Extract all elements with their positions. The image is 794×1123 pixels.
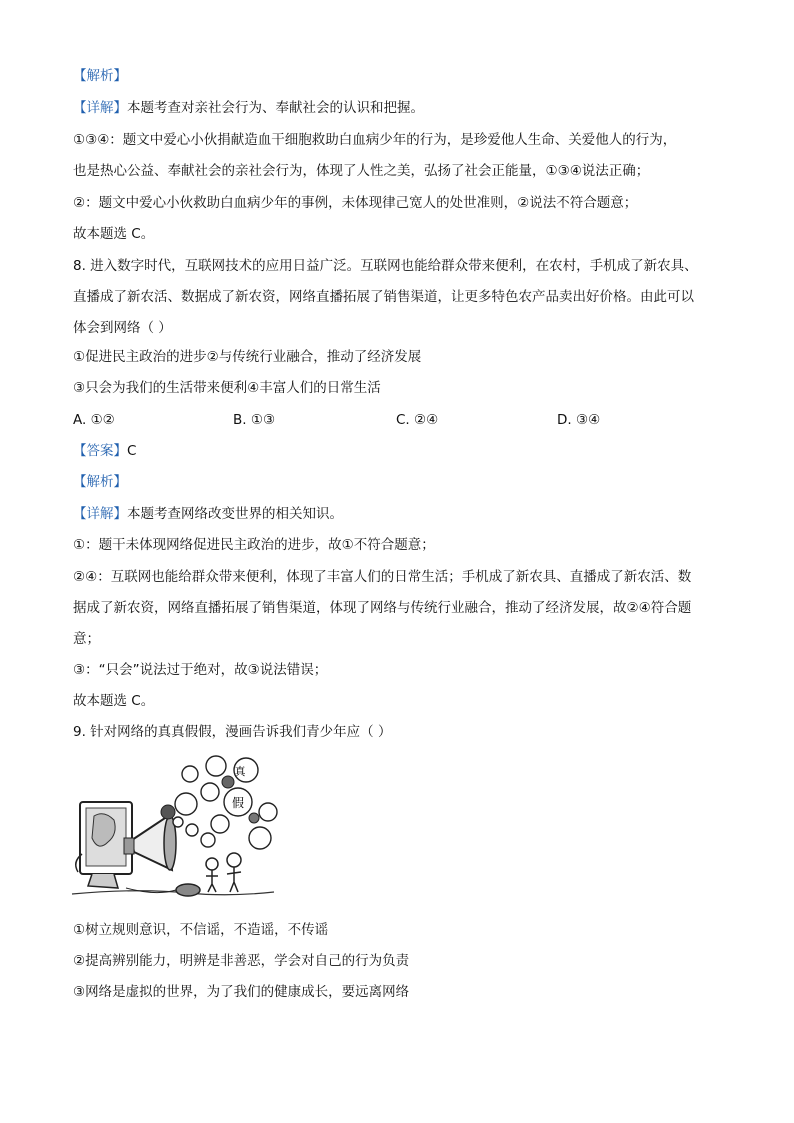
q7-detail-text: 本题考查对亲社会行为、奉献社会的认识和把握。	[127, 100, 424, 116]
q8-option-d: D. ③④	[557, 412, 601, 428]
q8-detail-text: 本题考查网络改变世界的相关知识。	[127, 506, 343, 522]
q8-statement-line2: ③只会为我们的生活带来便利④丰富人们的日常生活	[73, 380, 381, 396]
q8-stem-line3: 体会到网络（ ）	[73, 320, 172, 336]
cartoon-bubble-false: 假	[231, 796, 245, 810]
q8-answer	[73, 441, 136, 461]
q9-statement-2: ②提高辨别能力，明辨是非善恶，学会对自己的行为负责	[73, 953, 410, 969]
q9-statement-3: ③网络是虚拟的世界，为了我们的健康成长，要远离网络	[73, 984, 410, 1000]
q7-point1-line2: 也是热心公益、奉献社会的亲社会行为，体现了人性之美，弘扬了社会正能量，①③④说法正确；	[73, 163, 650, 179]
q9-statement-1: ①树立规则意识，不信谣，不造谣，不传谣	[73, 922, 329, 938]
q8-analysis-point2-line2: 据成了新农资，网络直播拓展了销售渠道，体现了网络与传统行业融合，推动了经济发展，故②④符合题	[73, 600, 692, 616]
q8-analysis-tag: 【解析】	[73, 474, 127, 490]
cartoon-image	[68, 752, 280, 904]
q7-detail-tag: 【详解】	[73, 100, 127, 116]
q8-stem-line1: 8. 进入数字时代，互联网技术的应用日益广泛。互联网也能给群众带来便利，在农村，手机成了新农具、	[73, 258, 698, 274]
q8-analysis-point1: ①：题干未体现网络促进民主政治的进步，故①不符合题意；	[73, 537, 435, 553]
q8-detail	[73, 504, 343, 524]
q8-stem-line2: 直播成了新农活、数据成了新农资，网络直播拓展了销售渠道，让更多特色农产品卖出好价格。由此可以	[73, 289, 694, 305]
q8-conclusion: 故本题选 C。	[73, 693, 155, 709]
q8-option-a: A. ①②	[73, 412, 115, 428]
q8-analysis-point2-line3: 意；	[73, 631, 100, 647]
q8-option-b: B. ①③	[233, 412, 276, 428]
q7-point2: ②：题文中爱心小伙救助白血病少年的事例，未体现律己宽人的处世准则，②说法不符合题意；	[73, 195, 638, 211]
q8-statement-line1: ①促进民主政治的进步②与传统行业融合，推动了经济发展	[73, 349, 422, 365]
q8-option-c: C. ②④	[396, 412, 439, 428]
q7-analysis-tag: 【解析】	[73, 68, 127, 84]
q9-stem: 9. 针对网络的真真假假，漫画告诉我们青少年应（ ）	[73, 724, 392, 740]
q8-analysis-point2-line1: ②④：互联网也能给群众带来便利，体现了丰富人们的日常生活；手机成了新农具、直播成了新农活、数	[73, 569, 692, 585]
q8-analysis-point3: ③：“只会”说法过于绝对，故③说法错误；	[73, 662, 328, 678]
q7-detail	[73, 98, 424, 118]
q8-detail-tag: 【详解】	[73, 506, 127, 522]
cartoon-bubble-true: 真	[234, 765, 246, 778]
q7-conclusion: 故本题选 C。	[73, 226, 155, 242]
q8-answer-tag: 【答案】	[73, 443, 127, 459]
q7-point1-line1: ①③④：题文中爱心小伙捐献造血干细胞救助白血病少年的行为，是珍爱他人生命、关爱他人的行为，	[73, 132, 677, 148]
q8-answer-value: C	[127, 443, 137, 459]
